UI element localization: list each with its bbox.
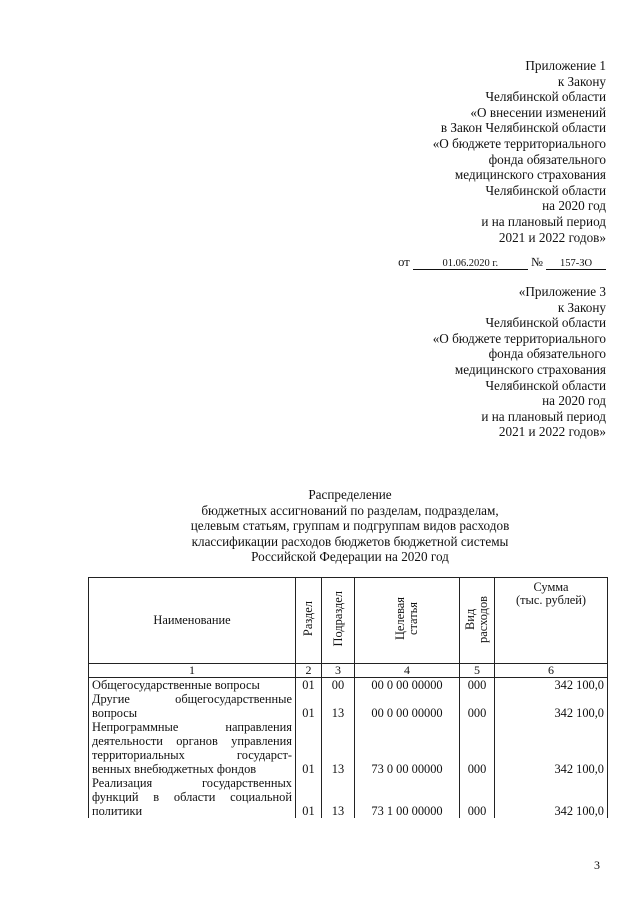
header-line: 2021 и 2022 годов» xyxy=(498,424,606,440)
header-line: Челябинской области xyxy=(485,89,606,105)
header-sum: Сумма (тыс. рублей) xyxy=(495,578,608,664)
row-name-line: вопросы xyxy=(92,706,138,720)
row-kind: 000 xyxy=(460,720,495,776)
header-line: на 2020 год xyxy=(542,198,606,214)
header-line: целевым статьям, группам и подгруппам видов расходов xyxy=(190,518,510,534)
row-name-line: деятельности органов управления xyxy=(92,734,292,748)
header-line: «Приложение 3 xyxy=(518,284,606,299)
column-number: 6 xyxy=(495,664,608,678)
row-subsection: 00 xyxy=(322,678,355,693)
header-line: 2021 и 2022 годов» xyxy=(498,229,606,245)
column-number: 2 xyxy=(296,664,322,678)
table-row xyxy=(89,692,608,720)
row-subsection: 13 xyxy=(322,720,355,776)
document-title xyxy=(140,487,560,565)
header-line: и на плановый период xyxy=(481,408,606,424)
header-line: медицинского страхования xyxy=(454,167,606,183)
header-line: в Закон Челябинской области xyxy=(440,120,606,136)
header-line: Челябинской области xyxy=(485,182,606,198)
header-line: «О бюджете территориального xyxy=(432,135,606,151)
column-number-row xyxy=(89,664,608,678)
table-header-row xyxy=(89,578,608,664)
row-target: 00 0 00 00000 xyxy=(355,678,460,693)
row-name-line: Общегосударственные вопросы xyxy=(92,678,260,692)
row-section: 01 xyxy=(296,776,322,818)
header-line: Приложение 1 xyxy=(525,58,606,73)
header-line: бюджетных ассигнований по разделам, подразделам, xyxy=(201,502,499,518)
header-line: Челябинской области xyxy=(485,315,606,331)
from-label: от xyxy=(398,255,410,269)
header-line: к Закону xyxy=(557,299,606,315)
header-line: «О бюджете территориального xyxy=(432,330,606,346)
header-section: Раздел xyxy=(296,578,322,664)
header-subsection: Подраздел xyxy=(322,578,355,664)
page-number: 3 xyxy=(594,858,600,872)
document-number: 157-ЗО xyxy=(546,258,606,270)
header-line: медицинского страхования xyxy=(454,361,606,377)
header-name: Наименование xyxy=(89,578,296,664)
column-number: 4 xyxy=(355,664,460,678)
row-subsection: 13 xyxy=(322,776,355,818)
header-line: на 2020 год xyxy=(542,393,606,409)
header-target: Целевая статья xyxy=(355,578,460,664)
header-line: классификации расходов бюджетов бюджетной системы xyxy=(191,533,509,549)
row-subsection: 13 xyxy=(322,692,355,720)
row-name xyxy=(89,692,296,720)
row-name xyxy=(89,776,296,818)
header-line: Распределение xyxy=(308,487,392,502)
column-number: 5 xyxy=(460,664,495,678)
row-name xyxy=(89,678,296,693)
header-line: фонда обязательного xyxy=(488,151,606,167)
header-line: фонда обязательного xyxy=(488,346,606,362)
row-name-line: венных внебюджетных фондов xyxy=(92,762,257,776)
table-row xyxy=(89,776,608,818)
table-row xyxy=(89,678,608,693)
row-target: 73 1 00 00000 xyxy=(355,776,460,818)
row-name-line: территориальных государст- xyxy=(92,748,292,762)
date-number-line xyxy=(398,255,606,270)
header-line: к Закону xyxy=(557,73,606,89)
row-sum: 342 100,0 xyxy=(495,776,608,818)
row-name-line: Реализация государственных xyxy=(92,776,292,790)
header-line: «О внесении изменений xyxy=(470,104,606,120)
row-kind: 000 xyxy=(460,692,495,720)
column-number: 3 xyxy=(322,664,355,678)
row-name-line: Непрограммные направления xyxy=(92,720,292,734)
row-name-line: политики xyxy=(92,804,143,818)
document-date: 01.06.2020 г. xyxy=(413,258,528,270)
appendix-1-header xyxy=(433,58,606,245)
row-section: 01 xyxy=(296,678,322,693)
row-section: 01 xyxy=(296,720,322,776)
row-target: 73 0 00 00000 xyxy=(355,720,460,776)
row-sum: 342 100,0 xyxy=(495,692,608,720)
header-line: Челябинской области xyxy=(485,377,606,393)
table-row xyxy=(89,720,608,776)
header-kind: Вид расходов xyxy=(460,578,495,664)
row-name xyxy=(89,720,296,776)
column-number: 1 xyxy=(89,664,296,678)
row-section: 01 xyxy=(296,692,322,720)
row-target: 00 0 00 00000 xyxy=(355,692,460,720)
appendix-3-header xyxy=(433,284,606,440)
row-kind: 000 xyxy=(460,776,495,818)
header-line: Российской Федерации на 2020 год xyxy=(251,549,449,565)
number-label: № xyxy=(530,255,543,269)
budget-table xyxy=(88,577,608,818)
header-line: и на плановый период xyxy=(481,213,606,229)
row-name-line: Другие общегосударственные xyxy=(92,692,292,706)
row-sum: 342 100,0 xyxy=(495,720,608,776)
row-sum: 342 100,0 xyxy=(495,678,608,693)
row-kind: 000 xyxy=(460,678,495,693)
row-name-line: функций в области социальной xyxy=(92,790,292,804)
